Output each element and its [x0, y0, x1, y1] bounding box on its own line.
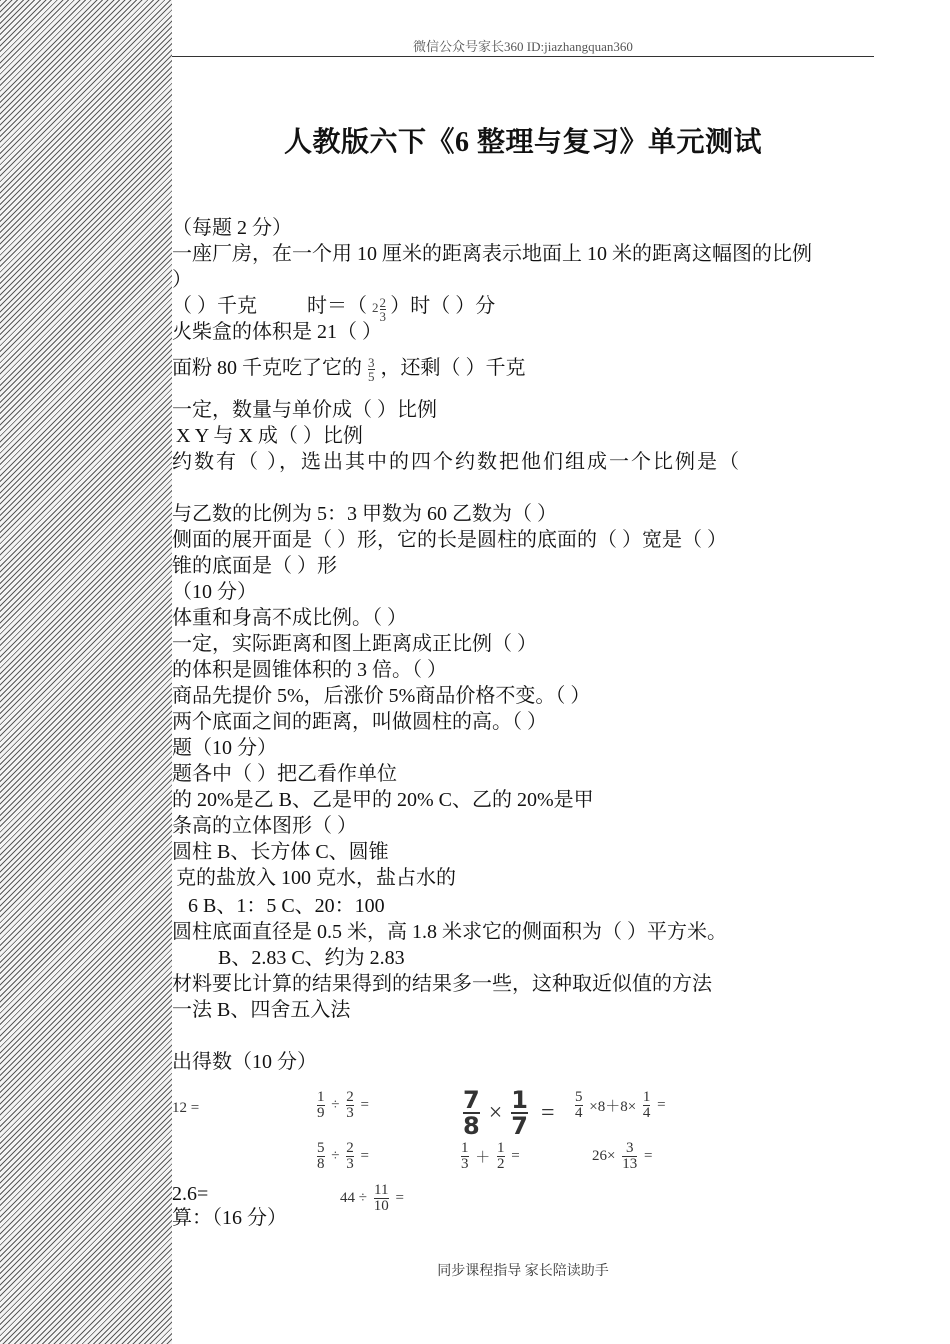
choice-line: B、2.83 C、约为 2.83 [218, 947, 405, 969]
question-line: 圆柱底面直径是 0.5 米，高 1.8 米求它的侧面积为（ ）平方米。 [172, 921, 727, 943]
math-expression: $\frac{5}{4}$ ×8＋8× $\frac{1}{4}$ = [575, 1089, 666, 1121]
question-text: ）时（ ）分 [390, 295, 496, 317]
question-text: 面粉 80 千克吃了它的 [172, 357, 362, 380]
question-line: 条高的立体图形（ ） [172, 815, 357, 837]
math-expression: 2.6= [172, 1183, 209, 1205]
question-line: 火柴盒的体积是 21（ ） [172, 321, 382, 343]
question-line: 的体积是圆锥体积的 3 倍。（ ） [172, 659, 447, 681]
question-line: 一定，数量与单价成（ ）比例 [172, 399, 437, 421]
question-line: 体重和身高不成比例。（ ） [172, 607, 407, 629]
question-line: 材料要比计算的结果得到的结果多一些，这种取近似值的方法 [172, 973, 712, 995]
binding-margin-hatch [0, 0, 172, 1344]
math-expression: $\frac{5}{8}$ ÷ $\frac{2}{3}$ = [317, 1140, 369, 1172]
question-line: 锥的底面是（ ）形 [172, 555, 337, 577]
section-judge-heading: （10 分） [172, 581, 257, 603]
section-calc-heading: 出得数（10 分） [172, 1051, 317, 1073]
choice-line: 一法 B、四舍五入法 [172, 999, 351, 1021]
section-choice-heading: 题（10 分） [172, 737, 277, 759]
choice-line: 6 B、1：5 C、20：100 [188, 895, 385, 917]
page-header: 微信公众号家长360 ID:jiazhangquan360 [172, 36, 874, 57]
question-line: 侧面的展开面是（ ）形，它的长是圆柱的底面的（ ）宽是（ ） [172, 529, 727, 551]
choice-line: 圆柱 B、长方体 C、圆锥 [172, 841, 389, 863]
document-title: 人教版六下《6 整理与复习》单元测试 [283, 127, 762, 158]
question-text: 时＝（ [307, 295, 367, 317]
question-line: 克的盐放入 100 克水，盐占水的 [176, 867, 456, 889]
math-expression: 44 ÷ $\frac{11}{10}$ = [340, 1182, 404, 1214]
question-line: 约数有（ ），选出其中的四个约数把他们组成一个比例是（ [172, 451, 741, 473]
question-line: 一座厂房，在一个用 10 厘米的距离表示地面上 10 米的距离这幅图的比例 [172, 243, 812, 265]
fraction: $\frac{3}{5}$ [368, 355, 375, 384]
section-compute-heading: 算：（16 分） [172, 1207, 287, 1229]
math-expression: 26× $\frac{3}{13}$ = [592, 1140, 653, 1172]
question-line: 与乙数的比例为 5：3 甲数为 60 乙数为（ ） [172, 503, 557, 525]
section-fill-heading: （每题 2 分） [172, 217, 292, 239]
question-line: 商品先提价 5%，后涨价 5%商品价格不变。（ ） [172, 685, 591, 707]
question-line: 两个底面之间的距离，叫做圆柱的高。（ ） [172, 711, 547, 733]
math-expression: 12 = [172, 1100, 200, 1116]
question-line: ） [172, 269, 192, 291]
question-line: 题各中（ ）把乙看作单位 [172, 763, 397, 785]
choice-line: 的 20%是乙 B、乙是甲的 20% C、乙的 20%是甲 [172, 789, 594, 811]
question-text: （ ）千克 [172, 295, 257, 317]
mixed-number: 2 $\frac{2}{3}$ [372, 294, 386, 324]
question-line [172, 294, 495, 323]
page-footer: 同步课程指导 家长陪读助手 [437, 1264, 609, 1279]
question-line: 一定，实际距离和图上距离成正比例（ ） [172, 633, 537, 655]
question-text: ，还剩（ ）千克 [380, 357, 526, 380]
question-line: X Y 与 X 成（ ）比例 [176, 425, 363, 447]
math-expression: $\frac{7}{8}$ × $\frac{1}{7}$ = [463, 1086, 555, 1140]
math-expression: $\frac{1}{9}$ ÷ $\frac{2}{3}$ = [317, 1089, 369, 1121]
question-line [172, 356, 526, 383]
math-expression: $\frac{1}{3}$ ＋ $\frac{1}{2}$ = [461, 1140, 520, 1172]
